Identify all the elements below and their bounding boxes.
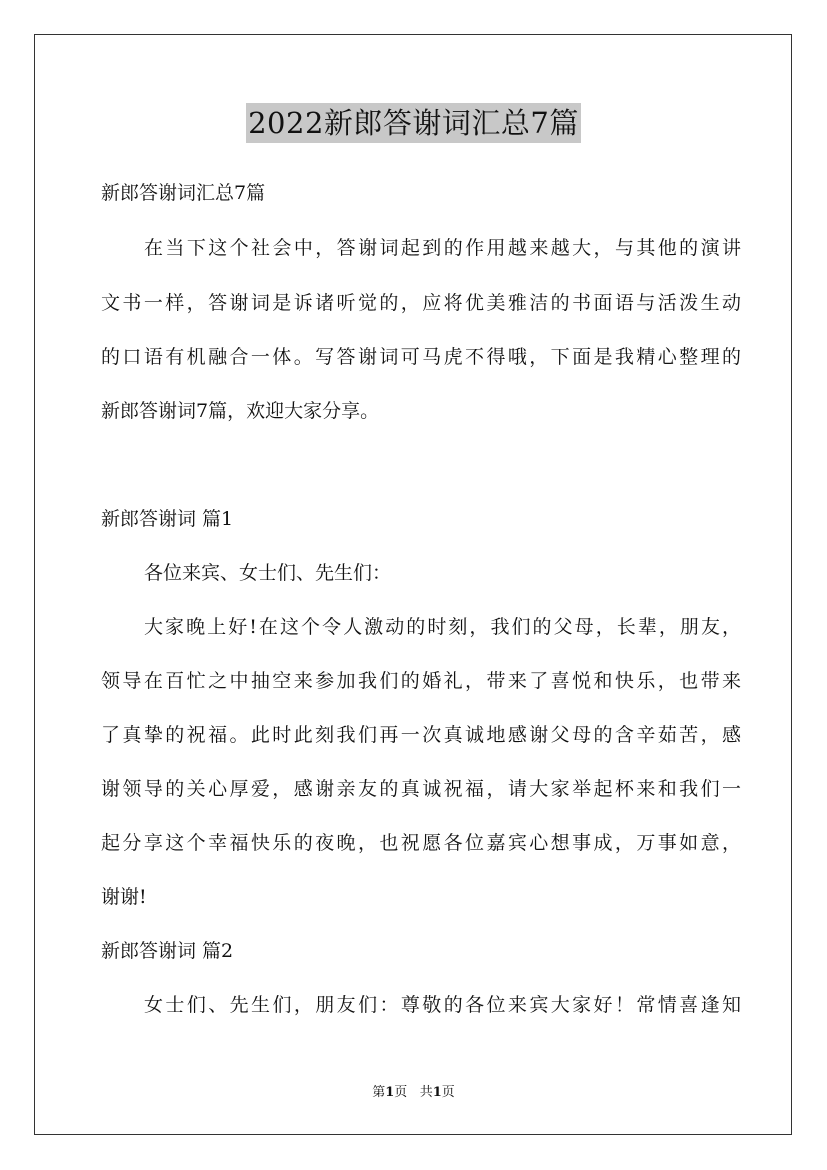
document-subtitle: 新郎答谢词汇总7篇 xyxy=(101,182,266,204)
footer-page-prefix: 第 xyxy=(372,1085,386,1100)
intro-line-3: 的口语有机融合一体。写答谢词可马虎不得哦，下面是我精心整理的 xyxy=(101,346,741,368)
section1-line-4: 谢领导的关心厚爱，感谢亲友的真诚祝福，请大家举起杯来和我们一 xyxy=(101,778,741,800)
footer-page-number: 1 xyxy=(385,1085,395,1100)
document-title: 2022新郎答谢词汇总7篇 xyxy=(246,103,581,143)
intro-line-4: 新郎答谢词7篇，欢迎大家分享。 xyxy=(101,400,380,422)
section2-heading: 新郎答谢词 篇2 xyxy=(101,940,234,962)
section1-line-6: 谢谢! xyxy=(101,886,147,908)
section1-greeting: 各位来宾、女士们、先生们： xyxy=(144,562,392,584)
footer-total-suffix: 页 xyxy=(441,1085,455,1100)
section1-line-5: 起分享这个幸福快乐的夜晚，也祝愿各位嘉宾心想事成，万事如意， xyxy=(101,832,741,854)
intro-line-2: 文书一样，答谢词是诉诸听觉的，应将优美雅洁的书面语与活泼生动 xyxy=(101,292,741,314)
page-footer xyxy=(0,1084,827,1102)
section1-heading: 新郎答谢词 篇1 xyxy=(101,508,234,530)
footer-page-suffix: 页 xyxy=(394,1085,408,1100)
footer-total-pages: 1 xyxy=(432,1085,442,1100)
section1-line-2: 领导在百忙之中抽空来参加我们的婚礼，带来了喜悦和快乐，也带来 xyxy=(101,670,741,692)
section1-line-1: 大家晚上好!在这个令人激动的时刻，我们的父母，长辈，朋友， xyxy=(144,616,741,638)
section1-line-3: 了真挚的祝福。此时此刻我们再一次真诚地感谢父母的含辛茹苦，感 xyxy=(101,724,741,746)
title-container xyxy=(0,103,827,143)
section2-line-1: 女士们、先生们，朋友们：尊敬的各位来宾大家好！常情喜逢知 xyxy=(144,994,741,1016)
footer-total-prefix: 共 xyxy=(419,1085,433,1100)
intro-line-1: 在当下这个社会中，答谢词起到的作用越来越大，与其他的演讲 xyxy=(144,237,741,259)
